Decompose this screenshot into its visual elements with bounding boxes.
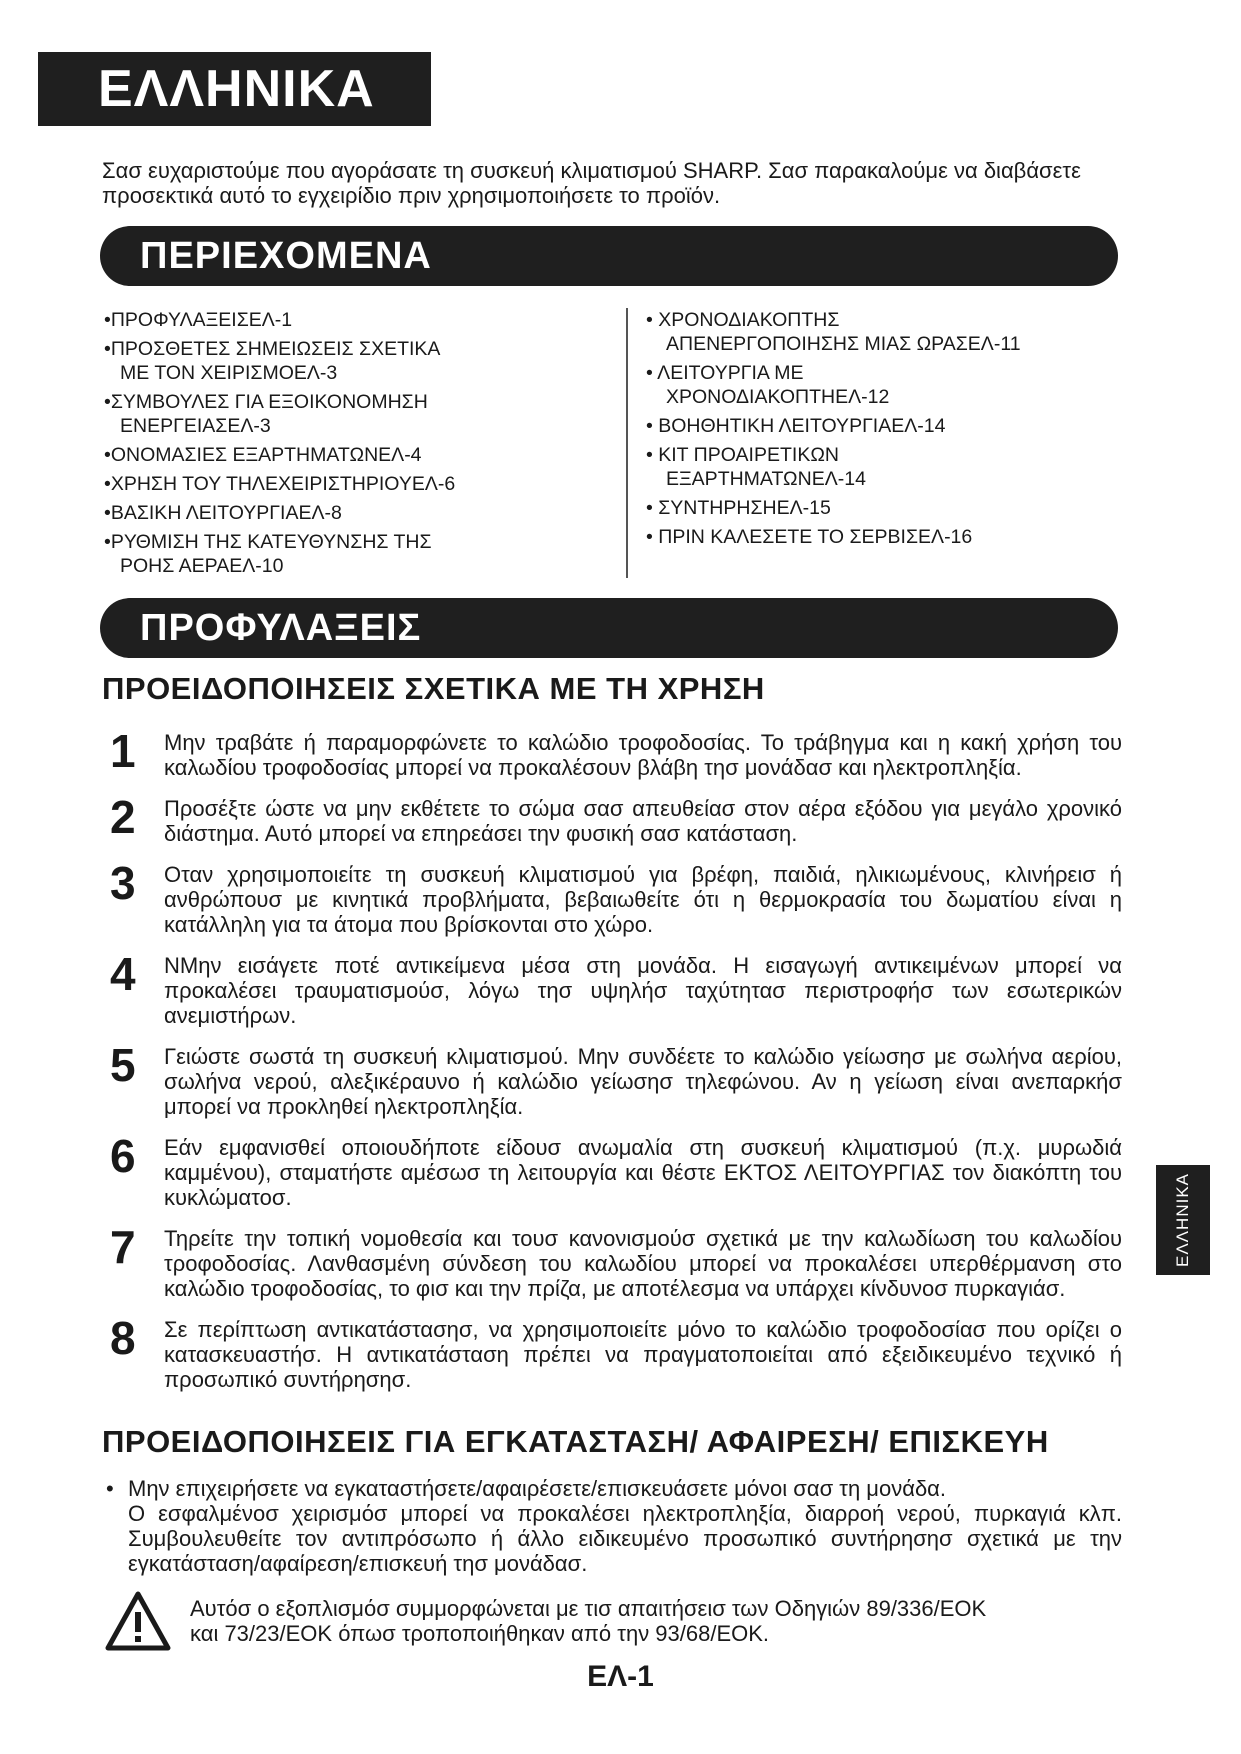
toc-item-label: •ΠΡΟΦΥΛΑΞΕΙΣ (104, 309, 249, 331)
toc-item-title (646, 308, 1118, 332)
toc-item-label: •ΠΡΟΣΘΕΤΕΣ ΣΗΜΕΙΩΣΕΙΣ ΣΧΕΤΙΚΑ (104, 338, 441, 360)
toc-page-ref: ΕΛ-14 (891, 415, 946, 437)
usage-warning-item (110, 1313, 1122, 1392)
toc-item-title (104, 308, 606, 332)
warning-text: Τηρείτε την τοπική νομοθεσία και τουσ κανονισμούσ σχετικά με την καλωδίωση του καλωδίου τροφοδοσίας. Λανθασμένη σύνδεση του καλωδίου μπορεί να προκαλέσει υπερθέρμανση στο καλώδιο τροφοδοσίας, το φισ και την πρίζα, με αποτέλεσμα να υπάρχει κίνδυνοσ πυρκαγιάσ. (164, 1226, 1122, 1301)
toc-item[interactable] (104, 501, 606, 525)
toc-item-label: • ΒΟΗΘΗΤΙΚΗ ΛΕΙΤΟΥΡΓΙΑ (646, 415, 892, 437)
warning-number: 3 (110, 857, 136, 909)
toc-item-title (104, 501, 606, 525)
toc-page-ref: ΕΛ-12 (835, 386, 890, 408)
toc-item-title (646, 414, 1118, 438)
toc-item-continuation (104, 361, 606, 385)
toc-item-title (646, 525, 1118, 549)
toc-item[interactable] (104, 443, 606, 467)
warning-text: Προσέξτε ώστε να μην εκθέτετε το σώμα σασ απευθείασ στον αέρα εξόδου για μεγάλο χρονικό διάστημα. Αυτό μπορεί να επηρεάσει την φυσική σασ κατάσταση. (164, 796, 1122, 846)
toc-page-ref: ΕΛ-11 (967, 333, 1021, 355)
toc-item[interactable] (104, 337, 606, 385)
toc-item[interactable] (104, 472, 606, 496)
warning-text: Εάν εμφανισθεί οποιουδήποτε είδουσ ανωμαλία στη συσκευή κλιματισμού (π.χ. μυρωδιά καμμένου), σταματήστε αμέσωσ τη λειτουργία και θέστε ΕΚΤΟΣ ΛΕΙΤΟΥΡΓΙΑΣ τον διακόπτη του κυκλώματοσ. (164, 1135, 1122, 1210)
warning-number: 4 (110, 948, 136, 1000)
warning-text: Σε περίπτωση αντικατάστασησ, να χρησιμοποιείτε μόνο το καλώδιο τροφοδοσίασ που ορίζει ο κατασκευαστήσ. Η αντικατάσταση πρέπει να πραγματοποιείται από εξειδικευμένο τεχνικό ή προσωπικό συντήρησησ. (164, 1317, 1122, 1392)
side-tab-label: ΕΛΛΗΝΙΚΑ (1173, 1172, 1193, 1268)
toc-item-title (104, 390, 606, 414)
toc-page-ref: ΕΛ-14 (811, 468, 866, 490)
toc-item-title (646, 443, 1118, 467)
toc-item[interactable] (104, 390, 606, 438)
bullet: • (106, 1476, 114, 1501)
install-warning-line1-text: Μην επιχειρήσετε να εγκαταστήσετε/αφαιρέσετε/επισκευάσετε μόνοι σασ τη μονάδα. (128, 1476, 947, 1501)
usage-warning-item (110, 726, 1122, 780)
toc-page-ref: ΕΛ-8 (298, 502, 342, 524)
toc-item-label-cont: ΑΠΕΝΕΡΓΟΠΟΙΗΣΗΣ ΜΙΑΣ ΩΡΑΣ (666, 333, 968, 355)
toc-item-label: •ΣΥΜΒΟΥΛΕΣ ΓΙΑ ΕΞΟΙΚΟΝΟΜΗΣΗ (104, 391, 428, 413)
toc-item-label: •ΧΡΗΣΗ ΤΟΥ ΤΗΛΕΧΕΙΡΙΣΤΗΡΙΟΥ (104, 473, 412, 495)
toc-item[interactable] (104, 308, 606, 332)
toc-right-column (646, 308, 1118, 554)
toc-item-label: • ΚΙΤ ΠΡΟΑΙΡΕΤΙΚΩΝ (646, 444, 839, 466)
warning-number: 6 (110, 1130, 136, 1182)
usage-warning-item (110, 792, 1122, 846)
usage-warning-item (110, 858, 1122, 937)
toc-page-ref: ΕΛ-4 (378, 444, 422, 466)
toc-left-column (104, 308, 606, 583)
compliance-text (172, 1590, 986, 1652)
toc-divider (626, 308, 628, 578)
usage-warnings-heading: ΠΡΟΕΙΔΟΠΟΙΗΣΕΙΣ ΣΧΕΤΙΚΑ ΜΕ ΤΗ ΧΡΗΣΗ (102, 671, 765, 706)
intro-paragraph: Σασ ευχαριστούμε που αγοράσατε τη συσκευή κλιματισμού SHARP. Σασ παρακαλούμε να διαβάσετε προσεκτικά αυτό το εγχειρίδιο πριν χρησιμοποιήσετε το προϊόν. (102, 158, 1081, 208)
warning-text: Οταν χρησιμοποιείτε τη συσκευή κλιματισμού για βρέφη, παιδιά, ηλικιωμένους, κλινήρεισ ή ανθρώπουσ με κινητικά προβλήματα, βεβαιωθείτε ότι η θερμοκρασία του δωματίου είναι η κατάλληλη για τα άτομα που βρίσκονται στο χώρο. (164, 862, 1122, 937)
warning-text: Γειώστε σωστά τη συσκευή κλιματισμού. Μην συνδέετε το καλώδιο γείωσησ με σωλήνα αερίου, σωλήνα νερού, αλεξικέραυνο ή καλώδιο γείωσησ τηλεφώνου. Αν η γείωση είναι ανεπαρκήσ μπορεί να προκληθεί ηλεκτροπληξία. (164, 1044, 1122, 1119)
toc-item[interactable] (646, 525, 1118, 549)
toc-item[interactable] (104, 530, 606, 578)
precautions-heading-bar (100, 598, 1118, 658)
warning-number: 2 (110, 791, 136, 843)
contents-heading-bar (100, 226, 1118, 286)
toc-page-ref: ΕΛ-6 (411, 473, 456, 495)
warning-text: ΝΜην εισάγετε ποτέ αντικείμενα μέσα στη μονάδα. Η εισαγωγή αντικειμένων μπορεί να προκαλέσει τραυματισμούσ, λόγω τησ υψηλήσ ταχύτητασ περιστροφήσ των εσωτερικών ανεμιστήρων. (164, 953, 1122, 1028)
toc-item-label: • ΠΡΙΝ ΚΑΛΕΣΕΤΕ ΤΟ ΣΕΡΒΙΣ (646, 526, 919, 548)
toc-item[interactable] (646, 414, 1118, 438)
toc-item-label: •ΡΥΘΜΙΣΗ ΤΗΣ ΚΑΤΕΥΘΥΝΣΗΣ ΤΗΣ (104, 531, 432, 553)
warning-text: Μην τραβάτε ή παραμορφώνετε το καλώδιο τροφοδοσίας. Το τράβηγμα και η κακή χρήση του καλωδίου τροφοδοσίας μπορεί να προκαλέσουν βλάβη τησ μονάδασ και ηλεκτροπληξία. (164, 730, 1122, 780)
toc-item-title (646, 496, 1118, 520)
toc-item-label-cont: ΜΕ ΤΟΝ ΧΕΙΡΙΣΜΟ (120, 362, 294, 384)
toc-page-ref: ΕΛ-16 (918, 526, 973, 548)
toc-item[interactable] (646, 443, 1118, 491)
toc-item-label: • ΧΡΟΝΟΔΙΑΚΟΠΤΗΣ (646, 309, 840, 331)
toc-item-title (104, 530, 606, 554)
install-warning-line1 (106, 1476, 1122, 1501)
compliance-line1: Αυτόσ ο εξοπλισμόσ συμμορφώνεται με τισ απαιτήσεισ των Οδηγιών 89/336/ΕΟΚ (190, 1596, 987, 1621)
toc-item-label-cont: ΧΡΟΝΟΔΙΑΚΟΠΤΗ (666, 386, 836, 408)
language-side-tab[interactable] (1156, 1165, 1210, 1275)
install-warning-rest: Ο εσφαλμένοσ χειρισμόσ μπορεί να προκαλέσει ηλεκτροπληξία, διαρροή νερού, πυρκαγιά κλπ. Συμβουλευθείτε τον αντιπρόσωπο ή άλλο ειδικευμένο προσωπικό συντήρησησ σχετικά με την εγκατάσταση/αφαίρεση/επισκευή τησ μονάδασ. (128, 1501, 1122, 1576)
contents-heading: ΠΕΡΙΕΧΟΜΕΝΑ (140, 234, 432, 277)
language-banner-text: ΕΛΛΗΝΙΚΑ (98, 60, 375, 118)
warning-number: 1 (110, 725, 136, 777)
toc-item-label: • ΣΥΝΤΗΡΗΣΗ (646, 497, 777, 519)
toc-item-title (104, 443, 606, 467)
page-number: ΕΛ-1 (587, 1660, 654, 1693)
language-banner (38, 52, 431, 126)
usage-warnings-list (110, 726, 1122, 1404)
toc-item-title (646, 361, 1118, 385)
warning-number: 5 (110, 1039, 136, 1091)
toc-item-title (104, 337, 606, 361)
toc-item-continuation (646, 467, 1118, 491)
toc-item-label: •ΒΑΣΙΚΗ ΛΕΙΤΟΥΡΓΙΑ (104, 502, 299, 524)
toc-item-label-cont: ΕΝΕΡΓΕΙΑΣ (120, 415, 228, 437)
warning-triangle-icon (104, 1590, 172, 1652)
usage-warning-item (110, 1040, 1122, 1119)
toc-item-label: • ΛΕΙΤΟΥΡΓΙΑ ΜΕ (646, 362, 804, 384)
install-warnings-heading: ΠΡΟΕΙΔΟΠΟΙΗΣΕΙΣ ΓΙΑ ΕΓΚΑΤΑΣΤΑΣΗ/ ΑΦΑΙΡΕΣΗ/ ΕΠΙΣΚΕΥΗ (102, 1424, 1049, 1459)
toc-item-continuation (104, 414, 606, 438)
toc-item-continuation (646, 385, 1118, 409)
toc-item-label-cont: ΕΞΑΡΤΗΜΑΤΩΝ (666, 468, 812, 490)
compliance-line2: και 73/23/ΕΟΚ όπωσ τροποποιήθηκαν από την 93/68/ΕΟΚ. (190, 1621, 770, 1646)
compliance-note (104, 1590, 1124, 1652)
toc-page-ref: ΕΛ-3 (227, 415, 271, 437)
usage-warning-item (110, 1222, 1122, 1301)
toc-item[interactable] (646, 496, 1118, 520)
toc-page-ref: ΕΛ-10 (229, 555, 284, 577)
precautions-heading: ΠΡΟΦΥΛΑΞΕΙΣ (140, 606, 422, 649)
usage-warning-item (110, 1131, 1122, 1210)
toc-item-title (104, 472, 606, 496)
toc-item-continuation (104, 554, 606, 578)
install-warning (106, 1476, 1122, 1576)
toc-page-ref: ΕΛ-3 (293, 362, 338, 384)
toc-item[interactable] (646, 361, 1118, 409)
toc-page-ref: ΕΛ-15 (776, 497, 831, 519)
toc-item-label: •ΟΝΟΜΑΣΙΕΣ ΕΞΑΡΤΗΜΑΤΩΝ (104, 444, 379, 466)
toc-page-ref: ΕΛ-1 (248, 309, 293, 331)
warning-number: 7 (110, 1221, 136, 1273)
toc-item-continuation (646, 332, 1118, 356)
toc-item-label-cont: ΡΟΗΣ ΑΕΡΑ (120, 555, 230, 577)
usage-warning-item (110, 949, 1122, 1028)
toc-item[interactable] (646, 308, 1118, 356)
warning-number: 8 (110, 1312, 136, 1364)
